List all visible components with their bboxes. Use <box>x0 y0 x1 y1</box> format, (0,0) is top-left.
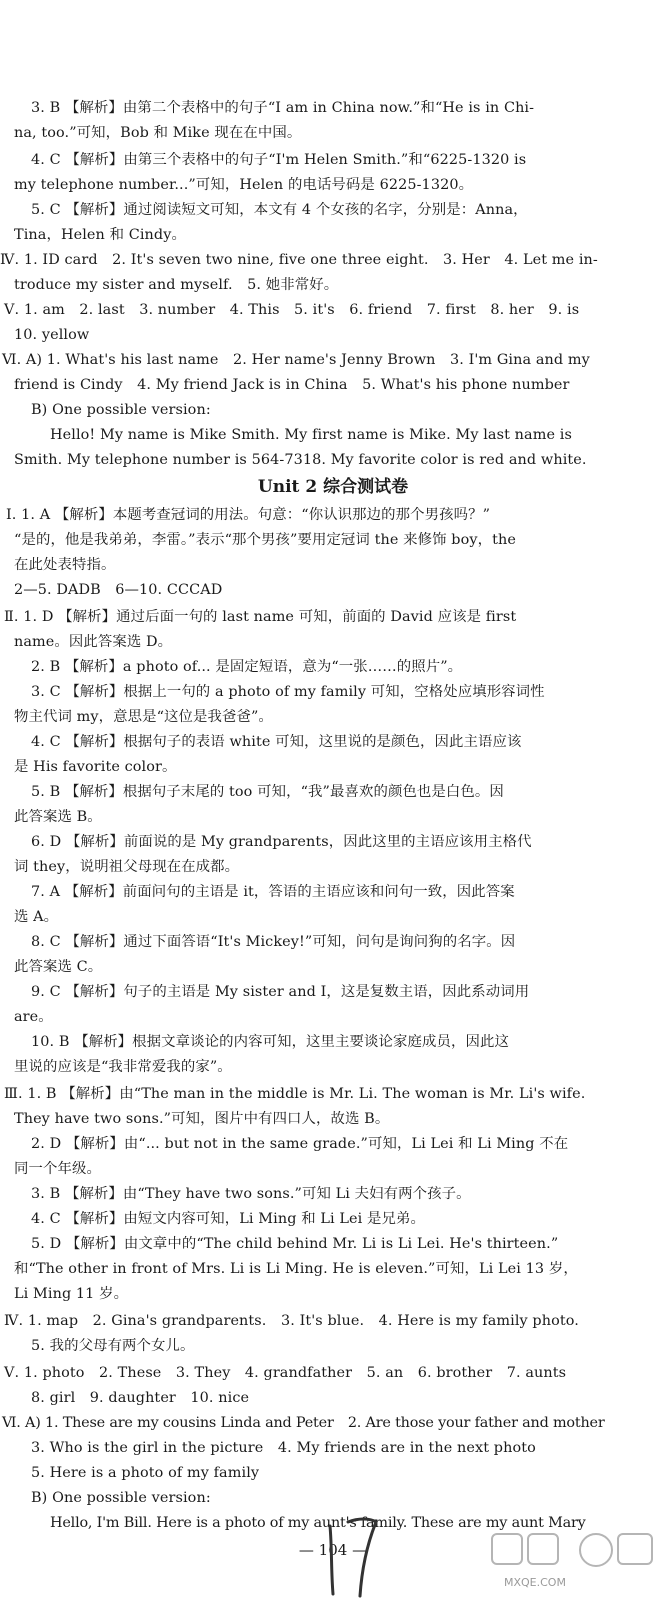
text-line: Tina，Helen 和 Cindy。 <box>14 227 186 243</box>
text-line: 2. D 【解析】由“... but not in the same grade.”可知，Li Lei 和 Li Ming 不在 <box>31 1136 569 1152</box>
text-line: 是 His favorite color。 <box>14 759 177 775</box>
text-line: name。因此答案选 D。 <box>14 634 173 650</box>
text-line: Hello! My name is Mike Smith. My first name is Mike. My last name is <box>50 427 572 443</box>
text-line: Ⅳ. 1. map 2. Gina's grandparents. 3. It's blue. 4. Here is my family photo. <box>4 1313 579 1329</box>
text-line: 3. B 【解析】由第二个表格中的句子“I am in China now.”和“He is in Chi- <box>31 100 535 116</box>
text-line: Ⅲ. 1. B 【解析】由“The man in the middle is Mr. Li. The woman is Mr. Li's wife. <box>4 1086 586 1102</box>
text-line: 3. C 【解析】根据上一句的 a photo of my family 可知，空格处应填形容词性 <box>31 684 545 700</box>
text-line: 7. A 【解析】前面问句的主语是 it，答语的主语应该和问句一致，因此答案 <box>31 884 515 900</box>
text-line: Ⅰ. 1. A 【解析】本题考查冠词的用法。句意：“你认识那边的那个男孩吗？” <box>6 507 491 523</box>
text-line: B) One possible version: <box>31 1490 211 1506</box>
text-line: Li Ming 11 岁。 <box>14 1286 129 1302</box>
text-line: 在此处表特指。 <box>14 557 116 573</box>
text-line: Ⅳ. 1. ID card 2. It's seven two nine, five one three eight. 3. Her 4. Let me in- <box>0 252 598 268</box>
text-line: 4. C 【解析】根据句子的表语 white 可知，这里说的是颜色，因此主语应该 <box>31 734 522 750</box>
text-line: 3. B 【解析】由“They have two sons.”可知 Li 夫妇有两个孩子。 <box>31 1186 471 1202</box>
text-line: 和“The other in front of Mrs. Li is Li Ming. He is eleven.”可知，Li Lei 13 岁， <box>14 1261 578 1277</box>
text-line: 此答案选 B。 <box>14 809 102 825</box>
text-line: 5. Here is a photo of my family <box>31 1465 260 1481</box>
text-line: 同一个年级。 <box>14 1161 101 1177</box>
text-line: 2—5. DADB 6—10. CCCAD <box>14 582 223 598</box>
text-line: 3. Who is the girl in the picture 4. My friends are in the next photo <box>31 1440 536 1456</box>
text-line: “是的，他是我弟弟，李雷。”表示“那个男孩”要用定冠词 the 来修饰 boy，the <box>14 532 516 548</box>
text-line: are。 <box>14 1009 53 1025</box>
text-line: 选 A。 <box>14 909 59 925</box>
page-number: — 104 — <box>298 1541 368 1559</box>
text-line: 物主代词 my，意思是“这位是我爸爸”。 <box>14 709 273 725</box>
text-line: Ⅴ. 1. photo 2. These 3. They 4. grandfather 5. an 6. brother 7. aunts <box>4 1365 567 1381</box>
text-line: Smith. My telephone number is 564-7318. My favorite color is red and white. <box>14 452 587 468</box>
text-line: 8. C 【解析】通过下面答语“It's Mickey!”可知，问句是询问狗的名字。因 <box>31 934 516 950</box>
text-line: 5. C 【解析】通过阅读短文可知，本文有 4 个女孩的名字，分别是：Anna， <box>31 202 528 218</box>
text-line: friend is Cindy 4. My friend Jack is in China 5. What's his phone number <box>14 377 570 393</box>
text-line: 10. yellow <box>14 327 90 343</box>
text-line: 6. D 【解析】前面说的是 My grandparents，因此这里的主语应该用主格代 <box>31 834 532 850</box>
text-line: 8. girl 9. daughter 10. nice <box>31 1390 250 1406</box>
handwritten-mark <box>318 1508 382 1600</box>
text-line: Ⅵ. A) 1. What's his last name 2. Her name's Jenny Brown 3. I'm Gina and my <box>2 352 590 368</box>
text-line: 10. B 【解析】根据文章谈论的内容可知，这里主要谈论家庭成员，因此这 <box>31 1034 509 1050</box>
text-line: my telephone number...”可知，Helen 的电话号码是 6225-1320。 <box>14 177 474 193</box>
text-line: 4. C 【解析】由短文内容可知，Li Ming 和 Li Lei 是兄弟。 <box>31 1211 426 1227</box>
text-line: Ⅴ. 1. am 2. last 3. number 4. This 5. it's 6. friend 7. first 8. her 9. is <box>4 302 580 318</box>
text-line: B) One possible version: <box>31 402 211 418</box>
text-line: 5. 我的父母有两个女儿。 <box>31 1338 195 1354</box>
watermark-logo <box>490 1530 660 1592</box>
text-line: 里说的应该是“我非常爱我的家”。 <box>14 1059 232 1075</box>
text-line: 此答案选 C。 <box>14 959 103 975</box>
svg-text:MXQE.COM: MXQE.COM <box>504 1576 566 1589</box>
text-line: 2. B 【解析】a photo of... 是固定短语，意为“一张……的照片”。 <box>31 659 463 675</box>
text-line: troduce my sister and myself. 5. 她非常好。 <box>14 277 339 293</box>
text-line: 9. C 【解析】句子的主语是 My sister and I，这是复数主语，因此系动词用 <box>31 984 530 1000</box>
text-line: 词 they，说明祖父母现在在成都。 <box>14 859 240 875</box>
text-line: Ⅵ. A) 1. These are my cousins Linda and Peter 2. Are those your father and mother <box>2 1415 605 1431</box>
unit-heading: Unit 2 综合测试卷 <box>257 477 409 497</box>
text-line: They have two sons.”可知，图片中有四口人，故选 B。 <box>14 1111 390 1127</box>
text-line: 5. B 【解析】根据句子末尾的 too 可知，“我”最喜欢的颜色也是白色。因 <box>31 784 504 800</box>
text-line: Hello, I'm Bill. Here is a photo of my aunt's family. These are my aunt Mary <box>50 1515 586 1531</box>
text-line: 4. C 【解析】由第三个表格中的句子“I'm Helen Smith.”和“6225-1320 is <box>31 152 527 168</box>
text-line: Ⅱ. 1. D 【解析】通过后面一句的 last name 可知，前面的 David 应该是 first <box>4 609 517 625</box>
text-line: na, too.”可知，Bob 和 Mike 现在在中国。 <box>14 125 302 141</box>
text-line: 5. D 【解析】由文章中的“The child behind Mr. Li is Li Lei. He's thirteen.” <box>31 1236 559 1252</box>
